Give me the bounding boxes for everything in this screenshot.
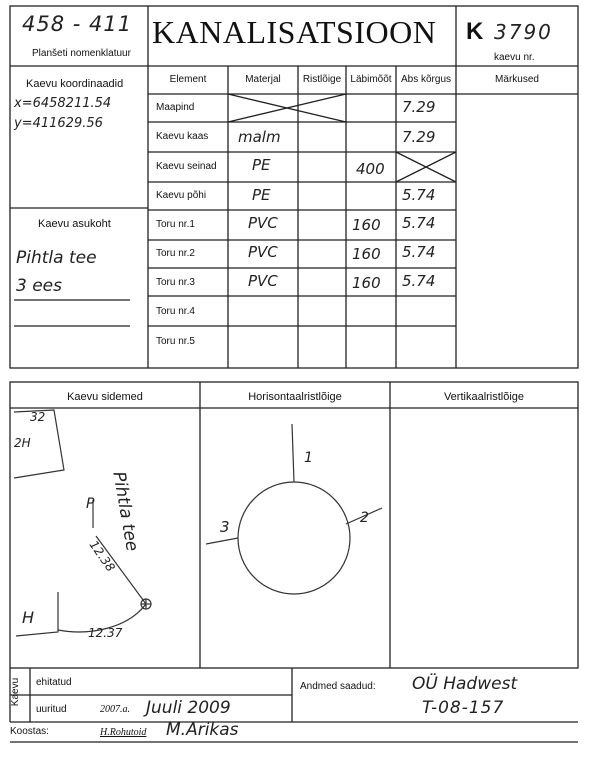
well-prefix: K: [466, 18, 484, 45]
row-material: PVC: [248, 243, 278, 261]
row-element: Toru nr.1: [156, 219, 195, 230]
col-notes: Märkused: [495, 74, 539, 85]
pipe-label-2: 2: [360, 510, 369, 526]
location-label: Kaevu asukoht: [38, 218, 111, 230]
row-material: malm: [238, 128, 281, 146]
row-element: Kaevu seinad: [156, 161, 217, 172]
vertical-header: Vertikaalristlõige: [443, 391, 525, 403]
row-diameter: 160: [352, 274, 381, 292]
coord-y: y=411629.56: [14, 116, 103, 131]
pole-label: P: [86, 496, 95, 512]
pipe-label-1: 1: [304, 450, 313, 466]
row-element: Toru nr.4: [156, 306, 195, 317]
pipe-label-3: 3: [220, 518, 230, 536]
row-abs: 5.74: [402, 243, 436, 261]
col-abs: Abs kõrgus: [400, 74, 452, 85]
compiler-signature: M.Arikas: [166, 720, 239, 740]
row-abs: 5.74: [402, 186, 436, 204]
house-top-label: 2H: [14, 436, 31, 450]
well-side-label: Kaevu: [10, 677, 21, 707]
house-bottom-label: H: [22, 608, 35, 627]
well-label: kaevu nr.: [494, 52, 535, 63]
col-element: Element: [169, 74, 207, 85]
links-header: Kaevu sidemed: [67, 391, 143, 403]
compiled-label: Koostas:: [10, 726, 49, 737]
measured-label: uuritud: [36, 704, 67, 715]
horizontal-header: Horisontaalristlõige: [248, 391, 342, 403]
row-element: Kaevu kaas: [156, 131, 209, 142]
row-diameter: 160: [352, 216, 381, 234]
location-line2: 3 ees: [16, 276, 62, 296]
distance-2: 12.37: [88, 626, 123, 640]
row-material: PE: [252, 186, 271, 204]
row-element: Toru nr.5: [156, 336, 195, 347]
sheet-label: Planšeti nomenklatuur: [32, 48, 131, 59]
row-material: PE: [252, 156, 271, 174]
row-diameter: 160: [352, 245, 381, 263]
sheet-number: 458 - 411: [22, 12, 133, 36]
coords-label: Kaevu koordinaadid: [26, 78, 124, 90]
distance-1: 12.38: [86, 538, 118, 575]
built-label: ehitatud: [36, 677, 72, 688]
row-element: Toru nr.3: [156, 277, 195, 288]
year-print: 2007.a.: [100, 704, 130, 715]
page-title: KANALISATSIOON: [152, 14, 437, 50]
well-number: 3790: [494, 20, 553, 44]
col-section: Ristlõige: [302, 74, 342, 85]
measured-date: Juuli 2009: [146, 698, 231, 718]
row-material: PVC: [248, 272, 278, 290]
col-material: Materjal: [245, 74, 281, 85]
row-abs: 7.29: [402, 98, 436, 116]
location-line1: Pihtla tee: [16, 248, 97, 268]
row-material: PVC: [248, 214, 278, 232]
data-source-order: T-08-157: [422, 698, 505, 718]
compiler-print: H.Rohutoid: [100, 727, 147, 738]
data-source-label: Andmed saadud:: [300, 681, 376, 692]
col-diameter: Läbimõõt: [350, 74, 392, 85]
row-element: Maapind: [156, 102, 195, 113]
row-element: Kaevu põhi: [156, 190, 207, 201]
row-element: Toru nr.2: [156, 248, 195, 259]
row-abs: 5.74: [402, 272, 436, 290]
coord-x: x=6458211.54: [14, 96, 112, 111]
data-source-company: OÜ Hadwest: [412, 674, 518, 694]
row-abs: 5.74: [402, 214, 436, 232]
house-top-number: 32: [30, 410, 46, 424]
row-abs: 7.29: [402, 128, 436, 146]
row-diameter: 400: [356, 160, 385, 178]
street-label: Pihtla tee: [108, 470, 142, 553]
